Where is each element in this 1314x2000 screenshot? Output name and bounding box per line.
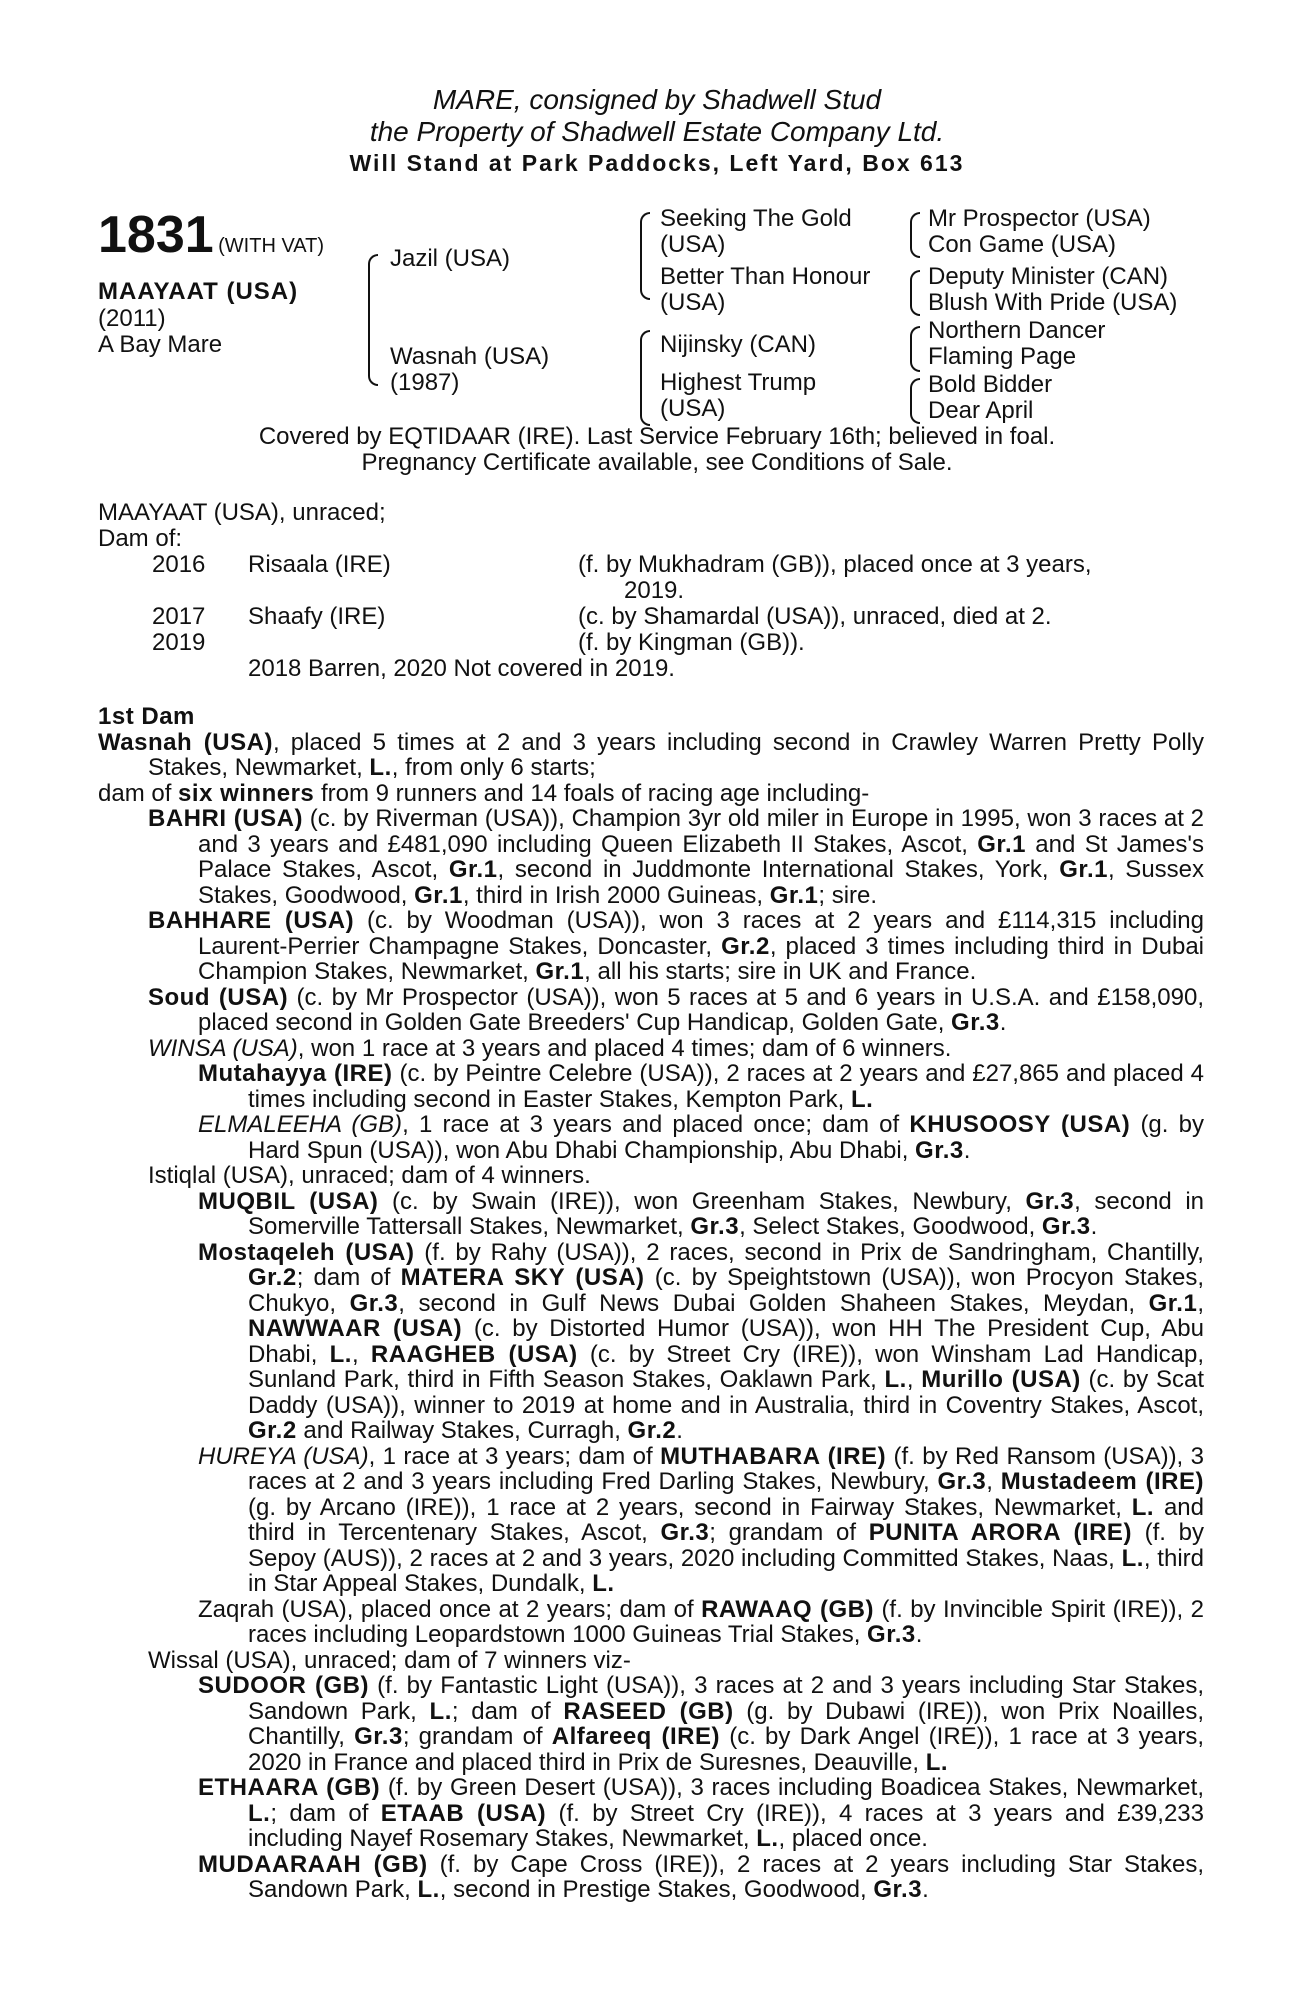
entry-mutahayya: Mutahayya (IRE) (c. by Peintre Celebre (USA)), 2 races at 2 years and £27,865 and placed 4 times including second in Easter Stakes, Kempton Park, L. <box>198 1060 1204 1113</box>
pedigree-sire-sire-country: (USA) <box>660 231 726 258</box>
pedigree-sire: Jazil (USA) <box>390 245 511 272</box>
entry-ethaara: ETHAARA (GB) (f. by Green Desert (USA)), 3 races including Boadicea Stakes, Newmarket, L.; dam of ETAAB (USA) (f. by Street Cry (IRE)), 4 races at 3 years and £39,233 including Nayef Rosemary Stakes, Newmarket, L., placed once. <box>198 1774 1204 1852</box>
barren-note: 2018 Barren, 2020 Not covered in 2019. <box>248 655 675 682</box>
entry-zaqrah: Zaqrah (USA), placed once at 2 years; dam of RAWAAQ (GB) (f. by Invincible Spirit (IRE)), 2 races including Leopardstown 1000 Guineas Trial Stakes, Gr.3. <box>198 1595 1204 1648</box>
entry-winsa: WINSA (USA), won 1 race at 3 years and placed 4 times; dam of 6 winners. <box>148 1034 952 1062</box>
pedigree-sds: Deputy Minister (CAN) <box>928 263 1169 290</box>
pedigree-ssd: Con Game (USA) <box>928 231 1117 258</box>
produce-year: 2017 <box>152 603 206 630</box>
produce-detail: (c. by Shamardal (USA)), unraced, died at 2. <box>578 603 1052 630</box>
horse-link: Wasnah (USA) <box>98 728 273 756</box>
pedigree-sire-dam: Better Than Honour <box>660 263 871 290</box>
pedigree-dds: Bold Bidder <box>928 371 1053 398</box>
entry-istiqlal: Istiqlal (USA), unraced; dam of 4 winners. <box>148 1162 591 1189</box>
first-dam-section <box>98 704 1204 1903</box>
produce-year: 2016 <box>152 551 206 578</box>
entry-elmaleeha: ELMALEEHA (GB), 1 race at 3 years and placed once; dam of KHUSOOSY (USA) (g. by Hard Spun (USA)), won Abu Dhabi Championship, Abu Dhabi, Gr.3. <box>198 1111 1205 1164</box>
dam-of-summary: dam of six winners from 9 runners and 14 foals of racing age including- <box>98 779 870 807</box>
entry-wissal: Wissal (USA), unraced; dam of 7 winners viz- <box>148 1646 631 1674</box>
produce-detail: (f. by Mukhadram (GB)), placed once at 3 years, <box>578 551 1092 578</box>
produce-detail: (f. by Kingman (GB)). <box>578 629 805 656</box>
consignor-line: MARE, consigned by Shadwell Stud <box>432 84 882 115</box>
produce-year: 2019 <box>152 629 206 656</box>
bracket-gen3-4 <box>910 378 920 424</box>
entry-sudoor: SUDOOR (GB) (f. by Fantastic Light (USA)), 3 races at 2 and 3 years including Star Stakes, Sandown Park, L.; dam of RASEED (GB) (g. by Dubawi (IRE)), won Prix Noailles, Chantilly, Gr.3; grandam of Alfareeq (IRE) (c. by Dark Angel (IRE)), 1 race at 3 years, 2020 in France and placed third in Prix de Suresnes, Deauville, L. <box>198 1672 1205 1776</box>
horse-year: (2011) <box>98 305 166 332</box>
produce-name: Shaafy (IRE) <box>248 603 386 630</box>
bracket-gen3-1 <box>910 212 920 258</box>
pedigree-sdd: Blush With Pride (USA) <box>928 289 1178 316</box>
bracket-gen3-3 <box>910 326 920 372</box>
lot-heading <box>98 205 324 265</box>
pregnancy-line: Pregnancy Certificate available, see Conditions of Sale. <box>361 449 953 476</box>
bracket-gen1 <box>368 254 378 386</box>
horse-description: A Bay Mare <box>98 331 223 358</box>
pedigree-dam-sire: Nijinsky (CAN) <box>660 331 816 358</box>
pedigree-sss: Mr Prospector (USA) <box>928 205 1151 232</box>
dam-entry-wasnah: Wasnah (USA), placed 5 times at 2 and 3 years including second in Crawley Warren Pretty Polly Stakes, Newmarket, L., from only 6 starts; <box>98 728 1204 781</box>
pedigree-dsd: Flaming Page <box>928 343 1077 370</box>
pedigree-dam-year: (1987) <box>390 369 460 396</box>
entry-mudaaraah: MUDAARAAH (GB) (f. by Cape Cross (IRE)), 2 races at 2 years including Star Stakes, Sandown Park, L., second in Prestige Stakes, Goodwood, Gr.3. <box>198 1850 1204 1903</box>
pedigree-dam: Wasnah (USA) <box>390 343 550 370</box>
pedigree-sire-dam-country: (USA) <box>660 289 726 316</box>
produce-detail-cont: 2019. <box>624 577 685 604</box>
vat-note: (WITH VAT) <box>218 235 325 257</box>
entry-hureya: HUREYA (USA), 1 race at 3 years; dam of MUTHABARA (IRE) (f. by Red Ransom (USA)), 3 races at 2 and 3 years including Fred Darling Stakes, Newbury, Gr.3, Mustadeem (IRE) (g. by Arcano (IRE)), 1 race at 2 years, second in Fairway Stakes, Newmarket, L. and third in Tercentenary Stakes, Ascot, Gr.3; grandam of PUNITA ARORA (IRE) (f. by Sepoy (AUS)), 2 races at 2 and 3 years, 2020 including Committed Stakes, Naas, L., third in Star Appeal Stakes, Dundalk, L. <box>198 1442 1205 1597</box>
pedigree-dam-dam: Highest Trump <box>660 369 817 396</box>
entry-mostaqeleh: Mostaqeleh (USA) (f. by Rahy (USA)), 2 races, second in Prix de Sandringham, Chantilly, Gr.2; dam of MATERA SKY (USA) (c. by Speightstown (USA)), won Procyon Stakes, Chukyo, Gr.3, second in Gulf News Dubai Golden Shaheen Stakes, Meydan, Gr.1, NAWWAAR (USA) (c. by Distorted Humor (USA)), won HH The President Cup, Abu Dhabi, L., RAAGHEB (USA) (c. by Street Cry (IRE)), won Winsham Lad Handicap, Sunland Park, third in Fifth Season Stakes, Oaklawn Park, L., Murillo (USA) (c. by Scat Daddy (USA)), winner to 2019 at home and in Australia, third in Coventry Stakes, Ascot, Gr.2 and Railway Stakes, Curragh, Gr.2. <box>198 1238 1205 1444</box>
pedigree-sire-sire: Seeking The Gold <box>660 205 852 232</box>
horse-name: MAAYAAT (USA) <box>98 278 299 305</box>
bracket-gen2-dam <box>640 330 650 426</box>
record-line: MAAYAAT (USA), unraced; <box>98 499 386 526</box>
entry-bahhare: BAHHARE (USA) (c. by Woodman (USA)), won 3 races at 2 years and £114,315 including Laurent-Perrier Champagne Stakes, Doncaster, Gr.2, placed 3 times including third in Dubai Champion Stakes, Newmarket, Gr.1, all his starts; sire in UK and France. <box>148 907 1204 985</box>
entry-soud: Soud (USA) (c. by Mr Prospector (USA)), won 5 races at 5 and 6 years in U.S.A. and £158,090, placed second in Golden Gate Breeders' Cup Handicap, Golden Gate, Gr.3. <box>148 983 1204 1036</box>
entry-muqbil: MUQBIL (USA) (c. by Swain (IRE)), won Greenham Stakes, Newbury, Gr.3, second in Somerville Tattersall Stakes, Newmarket, Gr.3, Select Stakes, Goodwood, Gr.3. <box>198 1187 1204 1240</box>
property-line: the Property of Shadwell Estate Company Ltd. <box>369 116 945 147</box>
lot-number: 1831 <box>98 206 214 264</box>
bracket-gen3-2 <box>910 270 920 316</box>
pedigree-ddd: Dear April <box>928 397 1034 424</box>
covered-line: Covered by EQTIDAAR (IRE). Last Service February 16th; believed in foal. <box>258 423 1056 450</box>
bracket-gen2-sire <box>640 212 650 300</box>
produce-name: Risaala (IRE) <box>248 551 391 578</box>
entry-bahri: BAHRI (USA) (c. by Riverman (USA)), Champion 3yr old miler in Europe in 1995, won 3 races at 2 and 3 years and £481,090 including Queen Elizabeth II Stakes, Ascot, Gr.1 and St James's Palace Stakes, Ascot, Gr.1, second in Juddmonte International Stakes, York, Gr.1, Sussex Stakes, Goodwood, Gr.1, third in Irish 2000 Guineas, Gr.1; sire. <box>148 805 1205 909</box>
pedigree-dam-dam-country: (USA) <box>660 395 726 422</box>
pedigree-dss: Northern Dancer <box>928 317 1106 344</box>
location-line: Will Stand at Park Paddocks, Left Yard, Box 613 <box>349 150 965 176</box>
first-dam-heading: 1st Dam <box>98 703 195 730</box>
dam-of-label: Dam of: <box>98 525 183 552</box>
